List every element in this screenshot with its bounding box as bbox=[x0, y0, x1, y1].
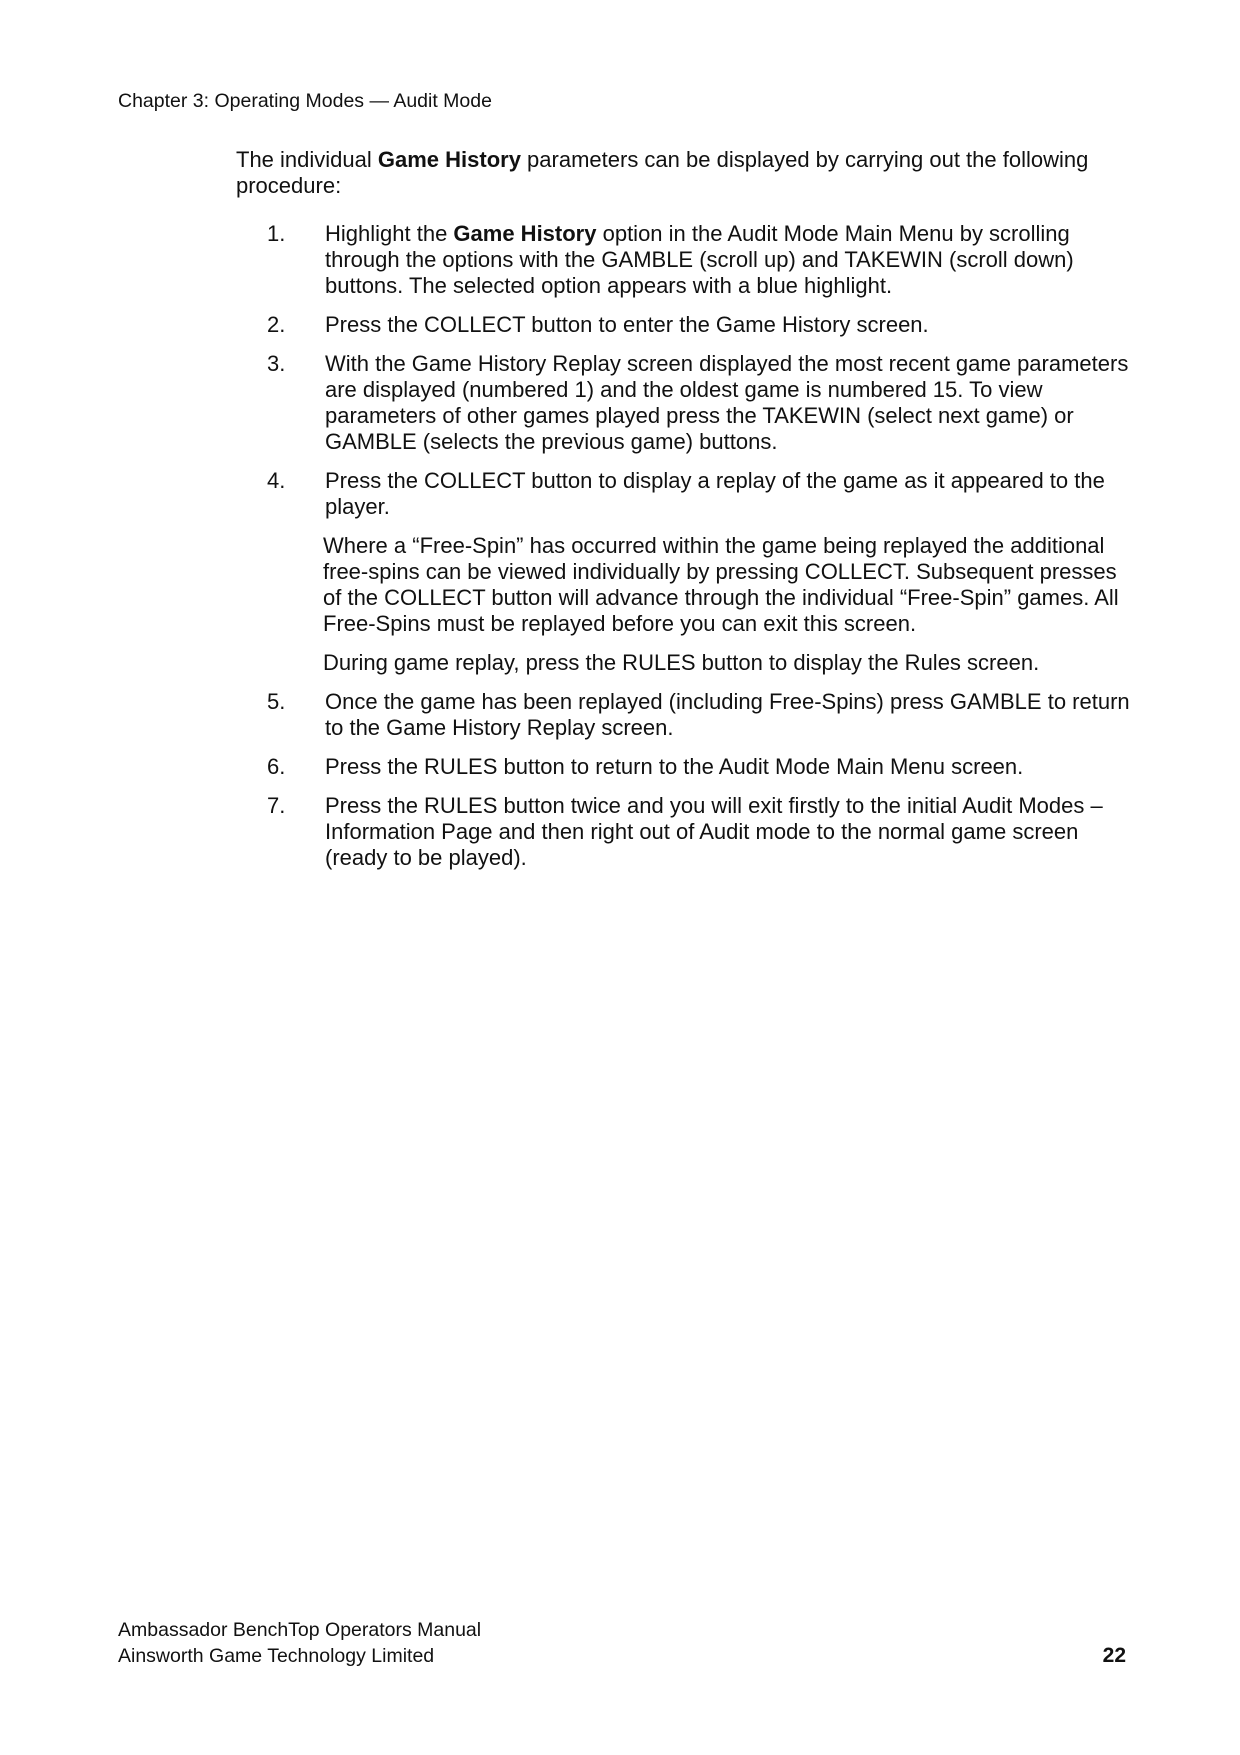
page-number: 22 bbox=[1102, 1644, 1126, 1667]
intro-bold-term: Game History bbox=[377, 147, 521, 172]
step-text-end: option in the Audit Mode Main Menu by scrolling through the options with the GAMBLE (scroll up) and TAKEWIN (scroll down) buttons. The selected option appears with a blue highlight. bbox=[325, 221, 1074, 298]
procedure-step-3 bbox=[236, 351, 1136, 455]
step-4-note-rules: During game replay, press the RULES button to display the Rules screen. bbox=[323, 650, 1040, 675]
intro-text-start: The individual bbox=[236, 147, 378, 172]
step-text: Press the COLLECT button to display a replay of the game as it appeared to the player. bbox=[325, 468, 1105, 519]
step-text: Once the game has been replayed (including Free-Spins) press GAMBLE to return to the Game History Replay screen. bbox=[325, 689, 1130, 740]
procedure-step-2 bbox=[236, 312, 1136, 338]
step-number: 7. bbox=[267, 793, 286, 818]
step-number: 3. bbox=[267, 351, 286, 376]
procedure-steps-continued bbox=[236, 689, 1136, 871]
intro-paragraph bbox=[236, 147, 1136, 199]
procedure-step-7 bbox=[236, 793, 1136, 871]
step-number: 6. bbox=[267, 754, 286, 779]
intro-text-end: parameters can be displayed by carrying out the following procedure: bbox=[236, 147, 1089, 198]
step-text-start: Highlight the bbox=[325, 221, 454, 246]
main-content bbox=[236, 147, 1136, 884]
step-text: Press the RULES button twice and you will exit firstly to the initial Audit Modes – Information Page and then right out of Audit mode to the normal game screen (ready to be played). bbox=[325, 793, 1103, 870]
procedure-step-6 bbox=[236, 754, 1136, 780]
footer-company-name: Ainsworth Game Technology Limited bbox=[118, 1645, 435, 1667]
running-header: Chapter 3: Operating Modes — Audit Mode bbox=[118, 90, 492, 112]
step-4-note-free-spin: Where a “Free-Spin” has occurred within the game being replayed the additional free-spins can be viewed individually by pressing COLLECT. Subsequent presses of the COLLECT button will advance through the individual “Free-Spin” games. All Free-Spins must be replayed before you can exit this screen. bbox=[323, 533, 1119, 636]
step-bold-term: Game History bbox=[453, 221, 597, 246]
step-number: 5. bbox=[267, 689, 286, 714]
step-text: With the Game History Replay screen displayed the most recent game parameters are displayed (numbered 1) and the oldest game is numbered 15. To view parameters of other games played press the TAKEWIN (select next game) or GAMBLE (selects the previous game) buttons. bbox=[325, 351, 1129, 454]
procedure-steps bbox=[236, 221, 1136, 520]
step-text: Press the RULES button to return to the Audit Mode Main Menu screen. bbox=[325, 754, 1024, 779]
step-number: 1. bbox=[267, 221, 286, 246]
procedure-step-1 bbox=[236, 221, 1136, 299]
step-number: 2. bbox=[267, 312, 286, 337]
step-number: 4. bbox=[267, 468, 286, 493]
running-footer bbox=[118, 1617, 481, 1669]
step-text: Press the COLLECT button to enter the Game History screen. bbox=[325, 312, 929, 337]
procedure-step-4 bbox=[236, 468, 1136, 520]
footer-manual-title: Ambassador BenchTop Operators Manual bbox=[118, 1619, 482, 1641]
procedure-step-5 bbox=[236, 689, 1136, 741]
